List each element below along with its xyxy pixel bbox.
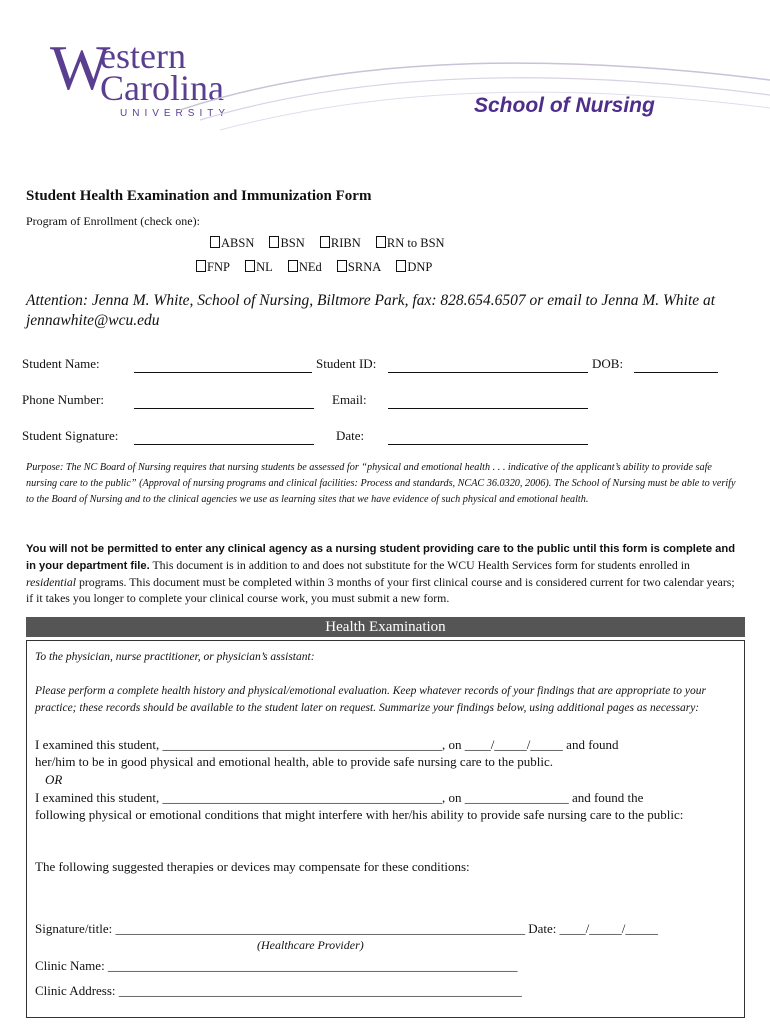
- program-option[interactable]: SRNA: [337, 260, 381, 274]
- signature-field[interactable]: [134, 444, 314, 445]
- provider-signature-line[interactable]: Signature/title: _______________________________________________________________ Date: ____/_____/_____: [35, 921, 658, 936]
- phone-field[interactable]: [134, 408, 314, 409]
- dob-field[interactable]: [634, 372, 718, 373]
- notice-italic: residential: [26, 575, 77, 589]
- student-name-label: Student Name:: [22, 356, 100, 371]
- logo-w: W: [50, 32, 108, 103]
- checkbox-icon[interactable]: [396, 260, 406, 272]
- program-option[interactable]: RIBN: [320, 236, 361, 250]
- student-id-label: Student ID:: [316, 356, 377, 371]
- checkbox-icon[interactable]: [196, 260, 206, 272]
- form-title: Student Health Examination and Immunization Form: [26, 188, 372, 204]
- email-label: Email:: [332, 392, 367, 407]
- date-label: Date:: [336, 428, 365, 443]
- student-name-field[interactable]: [134, 372, 312, 373]
- program-row-1: [210, 236, 457, 251]
- exam-to: To the physician, nurse practitioner, or physician’s assistant:: [35, 651, 315, 663]
- date-field[interactable]: [388, 444, 588, 445]
- dob-label: DOB:: [592, 356, 624, 371]
- email-field[interactable]: [388, 408, 588, 409]
- exam1-line2: her/him to be in good physical and emotional health, able to provide safe nursing care to the public.: [35, 754, 554, 769]
- logo-university: UNIVERSITY: [120, 108, 231, 119]
- notice-part2: programs. This document must be completed within 3 months of your first clinical course and is considered current for two calendar years; if it takes you longer to complete your clinical course work, you must submit a new form.: [26, 575, 735, 605]
- exam-therapies: The following suggested therapies or devices may compensate for these conditions:: [35, 859, 470, 874]
- checkbox-icon[interactable]: [337, 260, 347, 272]
- clinic-address-line[interactable]: Clinic Address: ______________________________________________________________: [35, 983, 522, 998]
- provider-caption: (Healthcare Provider): [257, 938, 364, 952]
- purpose-text: Purpose: The NC Board of Nursing requires that nursing students be assessed for “physical and emotional health . . . indicative of the applicant’s ability to provide safe nursing care to the public” (Approval of nursing programs and clinical facilities: Process and standards, NCAC 36.0320, 2006). The School of Nursing must be able to verify to the Board of Nursing and to the clinical agencies we use as learning sites that we have evidence of such physical and emotional health.: [26, 462, 736, 505]
- checkbox-icon[interactable]: [210, 236, 220, 248]
- exam-instructions: Please perform a complete health history and physical/emotional evaluation. Keep whatever records of your findings that are appropriate to your practice; these records should be available to the student later on request. Summarize your findings below, using additional pages as necessary:: [35, 685, 706, 714]
- logo-carolina: Carolina: [100, 68, 224, 108]
- program-option[interactable]: RN to BSN: [376, 236, 445, 250]
- checkbox-icon[interactable]: [269, 236, 279, 248]
- program-option[interactable]: ABSN: [210, 236, 254, 250]
- checkbox-icon[interactable]: [320, 236, 330, 248]
- program-option[interactable]: FNP: [196, 260, 230, 274]
- program-option[interactable]: NL: [245, 260, 273, 274]
- program-row-2: [196, 260, 444, 275]
- program-option[interactable]: DNP: [396, 260, 432, 274]
- program-option[interactable]: BSN: [269, 236, 304, 250]
- logo-western: estern: [100, 36, 186, 76]
- clinic-name-line[interactable]: Clinic Name: _______________________________________________________________: [35, 958, 518, 973]
- school-of-nursing: School of Nursing: [474, 94, 655, 117]
- exam1-line1[interactable]: I examined this student, ___________________________________________, on ____/_____/_____ and found: [35, 737, 619, 752]
- health-exam-heading: Health Examination: [26, 617, 745, 637]
- phone-label: Phone Number:: [22, 392, 104, 407]
- checkbox-icon[interactable]: [245, 260, 255, 272]
- student-id-field[interactable]: [388, 372, 588, 373]
- checkbox-icon[interactable]: [288, 260, 298, 272]
- attention-note: Attention: Jenna M. White, School of Nursing, Biltmore Park, fax: 828.654.6507 or email to Jenna M. White at jennawhite@wcu.edu: [26, 292, 716, 329]
- exam2-line1[interactable]: I examined this student, ___________________________________________, on ________________ and found the: [35, 790, 644, 805]
- signature-label: Student Signature:: [22, 428, 119, 443]
- checkbox-icon[interactable]: [376, 236, 386, 248]
- program-option[interactable]: NEd: [288, 260, 322, 274]
- notice-text: [26, 540, 742, 606]
- notice-part1: This document is in addition to and does not substitute for the WCU Health Services form for students enrolled in: [149, 558, 690, 572]
- exam2-line2: following physical or emotional conditions that might interfere with her/his ability to provide safe nursing care to the public:: [35, 807, 684, 822]
- notice-bold: You will not be permitted to enter any clinical agency as a nursing student providing care to the public until this form is complete and in your department file.: [26, 543, 736, 572]
- health-exam-box: [26, 640, 745, 1018]
- exam-or: OR: [45, 772, 63, 787]
- program-label: Program of Enrollment (check one):: [26, 214, 200, 228]
